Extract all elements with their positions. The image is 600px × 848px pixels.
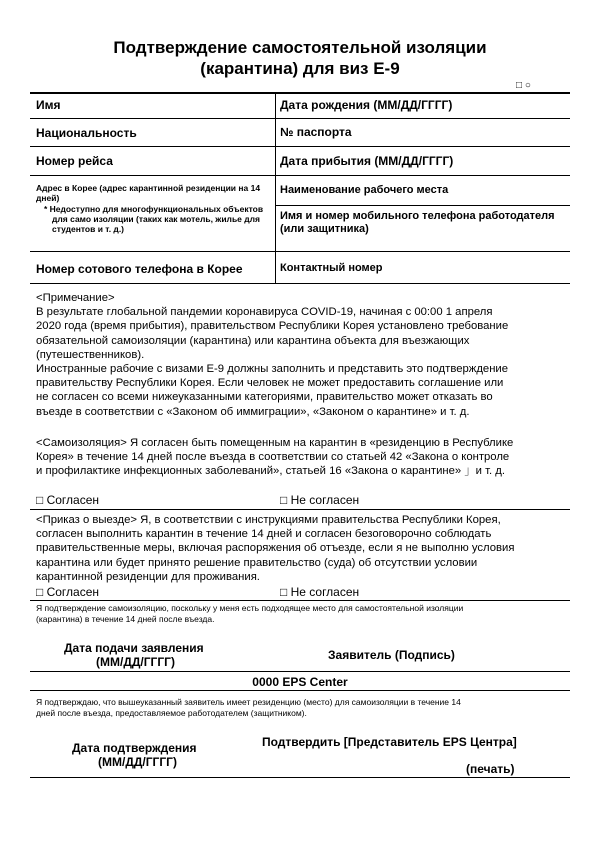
nationality-label: Национальность: [36, 126, 137, 140]
flight-label: Номер рейса: [36, 154, 113, 168]
row-divider: [30, 251, 570, 252]
employer-phone-label-line2: (или защитника): [280, 223, 369, 235]
row-divider: [275, 205, 570, 206]
note-text-line: не согласен со всеми нижеуказанными категориями, правительство может отказать во: [36, 391, 493, 404]
row-divider: [30, 175, 570, 176]
exit-order-line: карантинной резиденции для проживания.: [36, 570, 260, 583]
self-confirm-statement: [36, 603, 556, 625]
exit-order-line: <Приказ о выезде> Я, в соответствии с инструкциями правительства Республики Корея,: [36, 514, 501, 526]
eps-center-name: 0000 EPS Center: [252, 675, 348, 689]
application-date-label-line2: (ММ/ДД/ГГГГ): [96, 655, 175, 669]
eps-representative-label: Подтвердить [Представитель EPS Центра]: [262, 735, 517, 749]
note-text-line: Иностранные рабочие с визами E-9 должны заполнить и представить это подтверждение: [36, 363, 509, 376]
note-heading: <Примечание>: [36, 292, 115, 304]
note-text-line: (путешественников).: [36, 348, 145, 361]
note-text-line: обязательной самоизоляции (карантина) или карантина объекта для въезжающих: [36, 334, 470, 347]
table-top-border: [30, 92, 570, 94]
exit-order-section: [36, 513, 544, 584]
workplace-label: Наименование рабочего места: [280, 184, 449, 196]
address-label-line1: Адрес в Корее (адрес карантинной резиденции на 14: [36, 183, 261, 193]
stamp-label: (печать): [466, 762, 515, 776]
applicant-signature-label: Заявитель (Подпись): [328, 648, 455, 662]
note-section: [36, 291, 544, 419]
section-divider: [30, 600, 570, 601]
table-bottom-border: [30, 777, 570, 778]
self-confirm-line: (карантина) в течение 14 дней после въезда.: [36, 614, 215, 624]
self-isolation-agree-checkbox[interactable]: □ Согласен: [36, 493, 100, 507]
row-divider: [30, 283, 570, 284]
confirmation-date-label-line2: (ММ/ДД/ГГГГ): [98, 755, 177, 769]
corner-mark: □ ○: [516, 80, 531, 91]
document-title-line2: (карантина) для виз E-9: [200, 59, 400, 78]
address-label-line2: дней): [36, 193, 60, 203]
application-date-label-line1: Дата подачи заявления: [64, 641, 204, 655]
exit-order-agree-checkbox[interactable]: □ Согласен: [36, 585, 100, 599]
self-isolation-line: <Самоизоляция> Я согласен быть помещенным на карантин в «резиденцию в Республике: [36, 437, 514, 449]
column-divider: [275, 92, 276, 283]
address-note-line2: для само изоляции (таких как мотель, жилье для: [52, 214, 261, 224]
confirmation-date-label-line1: Дата подтверждения: [72, 741, 197, 755]
note-text-line: правительству Республики Корея. Если человек не может предоставить соглашение или: [36, 377, 504, 390]
arrival-date-label: Дата прибытия (ММ/ДД/ГГГГ): [280, 154, 454, 168]
exit-order-line: согласен выполнить карантин в течение 14 дней и согласен безоговорочно соблюдать: [36, 528, 492, 541]
name-label: Имя: [36, 98, 61, 112]
row-divider: [30, 118, 570, 119]
employer-confirm-statement: [36, 697, 560, 719]
employer-confirm-line: дней после въезда, предоставляемое работодателем (защитником).: [36, 708, 307, 718]
exit-order-line: правительственные меры, включая распоряжения об отъезде, если я не выполню условия: [36, 542, 515, 555]
birth-date-label: Дата рождения (ММ/ДД/ГГГГ): [280, 98, 453, 112]
document-title-line1: Подтверждение самостоятельной изоляции: [113, 38, 487, 57]
self-isolation-line: Корея» в течение 14 дней после въезда в соответствии со статьей 42 «Закона о контроле: [36, 451, 510, 464]
exit-order-disagree-checkbox[interactable]: □ Не согласен: [280, 585, 360, 599]
note-text-line: В результате глобальной пандемии коронавируса COVID-19, начиная с 00:00 1 апреля: [36, 306, 493, 319]
self-isolation-section: [36, 436, 544, 479]
self-isolation-line: и профилактике инфекционных заболеваний», статьей 16 «Закона о карантине» 」и т. д.: [36, 465, 506, 478]
address-note-line3: студентов и т. д.): [52, 224, 125, 234]
passport-label: № паспорта: [280, 125, 352, 139]
section-divider: [30, 690, 570, 691]
korea-phone-label: Номер сотового телефона в Корее: [36, 262, 243, 276]
row-divider: [30, 146, 570, 147]
address-note-line1: * Недоступно для многофункциональных объектов: [44, 204, 264, 214]
contact-number-label: Контактный номер: [280, 262, 383, 274]
note-text-line: 2020 года (время прибытия), правительством Республики Корея установлено требование: [36, 320, 509, 333]
self-confirm-line: Я подтверждение самоизоляцию, поскольку у меня есть подходящее место для самостоятельной изоляции: [36, 603, 464, 613]
exit-order-line: карантина или будет принято решение правительство (суда) об отсутствии условии: [36, 556, 478, 569]
section-divider: [30, 509, 570, 510]
section-divider: [30, 671, 570, 672]
employer-confirm-line: Я подтверждаю, что вышеуказанный заявитель имеет резиденцию (место) для самоизоляции в течение 14: [36, 697, 461, 707]
self-isolation-disagree-checkbox[interactable]: □ Не согласен: [280, 493, 360, 507]
employer-phone-label-line1: Имя и номер мобильного телефона работодателя: [280, 210, 555, 222]
note-text-line: въезде в соответствии с «Законом об иммиграции», «Законом о карантине» и т. д.: [36, 405, 470, 418]
